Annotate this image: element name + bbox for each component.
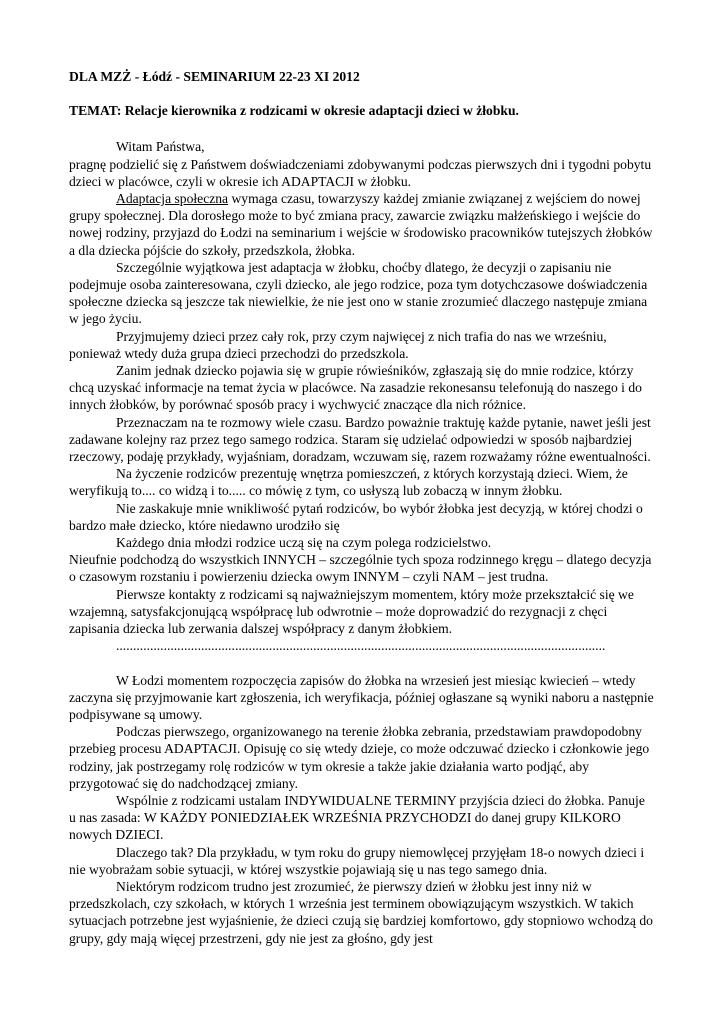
paragraph-intro: pragnę podzielić się z Państwem doświadczeniami zdobywanymi podczas pierwszych dni i tygodni pobytu dzieci w placówce, czyli w okresie ich ADAPTACJI w żłobku. (69, 156, 652, 189)
paragraph: Każdego dnia młodzi rodzice uczą się na czym polega rodzicielstwo. (116, 535, 492, 551)
paragraph: Pierwsze kontakty z rodzicami są najważniejszym momentem, który może przekształcić się we wzajemną, satysfakcjonującą współpracę lub odwrotnie – może doprowadzić do rezygnacji z chęci zapisania dziecka lub zerwania dalszej współpracy z danym żłobkiem. (69, 586, 634, 637)
paragraph: Dlaczego tak? Dla przykładu, w tym roku do grupy niemowlęcej przyjęłam 18-o nowych dzieci i nie wyobrażam sobie sytuacji, w której wszystkie pojawiają się u nas tego samego dnia. (69, 844, 645, 877)
paragraph-text: wymaga czasu, towarzyszy każdej zmianie związanej z wejściem do nowej grupy społecznej. Dla dorosłego może to być zmiana pracy, zawarcie związku małżeńskiego i wejście do nowej rodziny, przyjazd do Łodzi na seminarium i wejście w środowisko pracowników tutejszych żłobków a dla dziecka pójście do szkoły, przedszkola, żłobka. (69, 191, 653, 258)
document-header: DLA MZŻ - Łódź - SEMINARIUM 22-23 XI 2012 (69, 69, 360, 84)
paragraph: Przyjmujemy dzieci przez cały rok, przy czym najwięcej z nich trafia do nas we wrześniu, ponieważ wtedy duża grupa dzieci przechodzi do przedszkola. (69, 328, 607, 361)
paragraph: Podczas pierwszego, organizowanego na terenie żłobka zebrania, przedstawiam prawdopodobny przebieg procesu ADAPTACJI. Opisuję co się wtedy dzieje, co może odczuwać dziecko i członkowie jego rodziny, jak postrzegamy rolę rodziców w tym okresie a także jakie działania warto podjąć, aby przygotować się do nadchodzącej zmiany. (69, 724, 650, 791)
paragraph: Na życzenie rodziców prezentuję wnętrza pomieszczeń, z których korzystają dzieci. Wiem, że weryfikują to.... co widzą i to..... co mówię z tym, co usłyszą lub zobaczą w innym żłobku. (69, 466, 628, 499)
paragraph: W Łodzi momentem rozpoczęcia zapisów do żłobka na wrzesień jest miesiąc kwiecień – wtedy zaczyna się przyjmowanie kart zgłoszenia, ich weryfikacja, później ogłaszane są wyniki naboru a następnie podpisywane są umowy. (69, 672, 654, 722)
paragraph: Przeznaczam na te rozmowy wiele czasu. Bardzo poważnie traktuję każde pytanie, nawet jeśli jest zadawane kolejny raz przez tego samego rodzica. Staram się udzielać odpowiedzi w sposób najbardziej rzeczowy, podaję przykłady, wyjaśniam, doradzam, wczuwam się, razem rozważamy różne ewentualności. (69, 414, 651, 465)
dotted-separator: ................................................................................................................................................ (116, 638, 606, 654)
underlined-term: Adaptacja społeczna (116, 191, 229, 207)
greeting: Witam Państwa, (116, 139, 205, 155)
paragraph: Zanim jednak dziecko pojawia się w grupie rówieśników, zgłaszają się do mnie rodzice, którzy chcą uzyskać informacje na temat życia w placówce. Na zasadzie rekonesansu telefonują do naszego i do innych żłobków, by porównać sposób pracy i wychwycić znaczące dla nich różnice. (69, 363, 642, 413)
paragraph: Nieufnie podchodzą do wszystkich INNYCH – szczególnie tych spoza rodzinnego kręgu – dlatego decyzja o czasowym rozstaniu i powierzeniu dziecka owym INNYM – czyli NAM – jest trudna. (69, 552, 652, 585)
paragraph: Wspólnie z rodzicami ustalam INDYWIDUALNE TERMINY przyjścia dzieci do żłobka. Panuje u nas zasada: W KAŻDY PONIEDZIAŁEK WRZEŚNIA PRZYCHODZI do danej grupy KILKORO nowych DZIECI. (69, 792, 645, 843)
document-topic: TEMAT: Relacje kierownika z rodzicami w okresie adaptacji dzieci w żłobku. (69, 103, 519, 119)
paragraph-adaptation (69, 190, 655, 259)
spacer (69, 655, 655, 672)
paragraph: Szczególnie wyjątkowa jest adaptacja w żłobku, choćby dlatego, że decyzji o zapisaniu nie podejmuje osoba zainteresowana, czyli dziecko, ale jego rodzice, poza tym dotychczasowe doświadczenia społeczne dziecka są jeszcze tak niewielkie, że nie jest ono w stanie zrozumieć dlaczego następuje zmiana w jego życiu. (69, 259, 648, 327)
document-body (69, 68, 655, 947)
paragraph: Nie zaskakuje mnie wnikliwość pytań rodziców, bo wybór żłobka jest decyzją, w której chodzi o bardzo małe dziecko, które niedawno urodziło się (69, 500, 643, 533)
paragraph: Niektórym rodzicom trudno jest zrozumieć, że pierwszy dzień w żłobku jest inny niż w przedszkolach, czy szkołach, w których 1 września jest terminem obowiązującym wszystkich. W takich sytuacjach potrzebne jest wyjaśnienie, że dzieci czują się bardziej komfortowo, gdy stopniowo wchodzą do grupy, gdy mają więcej przestrzeni, gdy nie jest za głośno, gdy jest (69, 878, 653, 946)
